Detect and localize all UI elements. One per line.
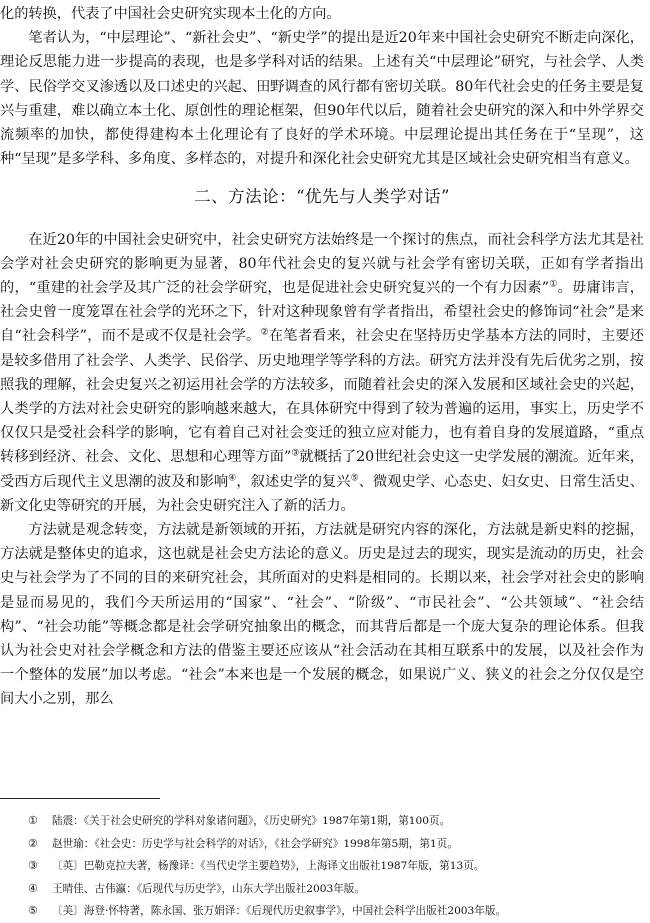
footnote-mark: ⑤ — [28, 904, 38, 917]
footnote-ref-1[interactable]: ① — [549, 279, 558, 290]
footnote-mark: ④ — [28, 881, 38, 895]
footnote-mark: ② — [28, 836, 38, 850]
paragraph-text-3: 在笔者看来，社会史在坚持历史学基本方法的同时，主要还是较多借用了社会学、人类学、民俗学、历史地理学等学科的方法。研究方法并没有先后优劣之别，按照我的理解，社会史复兴之初运用社会学的方法较多，而随着社会史的深入发展和区域社会史的兴起，人类学的方法对社会史研究的影响越来越大，在具体研究中得到了较为普遍的运用，事实上，历史学不仅仅只是受社会科学的影响，它有着自己对社会变迁的独立应对能力，也有着自身的发展道路，“重点转移到经济、社会、文化、思想和心理等方面” — [0, 328, 644, 466]
paragraph-text-6: 、微观史学、心态史、妇女史、日常生活史、新文化史等研究的开展，为社会史研究注入了新的活力。 — [0, 473, 644, 514]
body-text — [0, 2, 644, 712]
paragraph-text-4: 就概括了20世纪社会史这一史学发展的潮流。近年来，受西方后现代主义思潮的波及和影响 — [0, 449, 644, 490]
footnote-ref-5[interactable]: ⑤ — [350, 472, 359, 483]
footnote-ref-2[interactable]: ② — [260, 327, 269, 338]
footnote-ref-3[interactable]: ③ — [291, 448, 300, 459]
footnote-mark: ① — [28, 814, 38, 827]
footnotes — [28, 810, 638, 923]
paragraph-continuation: 化的转换，代表了中国社会史研究实现本土化的方向。 — [0, 6, 341, 22]
paragraph-middle-theory: 笔者认为，“中层理论”、“新社会史”、“新史学”的提出是近20年来中国社会史研究不断走向深化，理论反思能力进一步提高的表现，也是多学科对话的结果。上述有关“中层理论”研究，与社会学、人类学、民俗学交叉渗透以及口述史的兴起、田野调查的风行都有密切关联。80年代社会史的任务主要是复兴与重建，难以确立本土化、原创性的理论框架，但90年代以后，随着社会史研究的深入和中外学界交流频率的加快，都使得建构本土化理论有了良好的学术环境。中层理论提出其任务在于“呈现”，这种“呈现”是多学科、多角度、多样态的，对提升和深化社会史研究尤其是区域社会史研究相当有意义。 — [0, 30, 644, 168]
section-heading: 二、方法论：“优先与人类学对话” — [194, 187, 450, 207]
footnote-text: 〔英〕巴勒克拉夫著，杨豫译：《当代史学主要趋势》，上海译文出版社1987年版，第13页。 — [52, 860, 485, 872]
paragraph-text-1: 在近20年的中国社会史研究中，社会史研究方法始终是一个探讨的焦点，而社会科学方法尤其是社会学对社会史研究的影响更为显著，80年代社会史的复兴就与社会学有密切关联，正如有学者指出的，“重建的社会学及其广泛的社会学研究，也是促进社会史研究复兴的一个有力因素” — [0, 231, 644, 297]
paragraph-text-5: ，叙述史学的复兴 — [236, 473, 351, 490]
footnote-item — [28, 878, 638, 901]
footnote-text: 〔美〕海登·怀特著，陈永国、张万娟译：《后现代历史叙事学》，中国社会科学出版社2003年版。 — [52, 905, 507, 917]
footnote-item — [28, 810, 638, 833]
paragraph-text-2: 。毋庸讳言，社会史曾一度笼罩在社会学的光环之下，针对这种现象曾有学者指出，希望社会史的修饰词“社会”是来自“社会科学”，而不是或不仅是社会学。 — [0, 280, 644, 345]
footnote-item — [28, 833, 638, 856]
footnote-text: 陆震：《关于社会史研究的学科对象诸问题》，《历史研究》1987年第1期，第100页。 — [52, 815, 451, 827]
footnote-text: 赵世瑜：《社会史：历史学与社会科学的对话》，《社会学研究》1998年第5期，第1页。 — [52, 837, 458, 850]
paragraph-methodology — [0, 228, 644, 518]
footnote-text: 王晴佳、古伟瀛：《后现代与历史学》，山东大学出版社2003年版。 — [52, 882, 365, 895]
footnote-mark: ③ — [28, 859, 38, 872]
paragraph-method-meaning: 方法就是观念转变，方法就是新领域的开拓，方法就是研究内容的深化，方法就是新史料的挖掘，方法就是整体史的追求，这也就是社会史方法论的意义。历史是过去的现实，现实是流动的历史，社会史与社会学为了不同的目的来研究社会，其所面对的史料是相同的。长期以来，社会学对社会史的影响是显而易见的，我们今天所运用的“国家”、“社会”、“阶级”、“市民社会”、“公共领域”、“社会结构”、“社会功能”等概念都是社会学研究抽象出的概念，而其背后都是一个庞大复杂的理论体系。但我认为社会史对社会学概念和方法的借鉴主要还应该从“社会活动在其相互联系中的发展，以及社会作为一个整体的发展”加以考虑。“社会”本来也是一个发展的概念，如果说广义、狭义的社会之分仅仅是空间大小之别，那么 — [0, 522, 644, 708]
footnote-item — [28, 855, 638, 878]
footnote-divider — [0, 798, 160, 799]
footnote-ref-4[interactable]: ④ — [228, 472, 237, 483]
footnote-item — [28, 900, 638, 923]
